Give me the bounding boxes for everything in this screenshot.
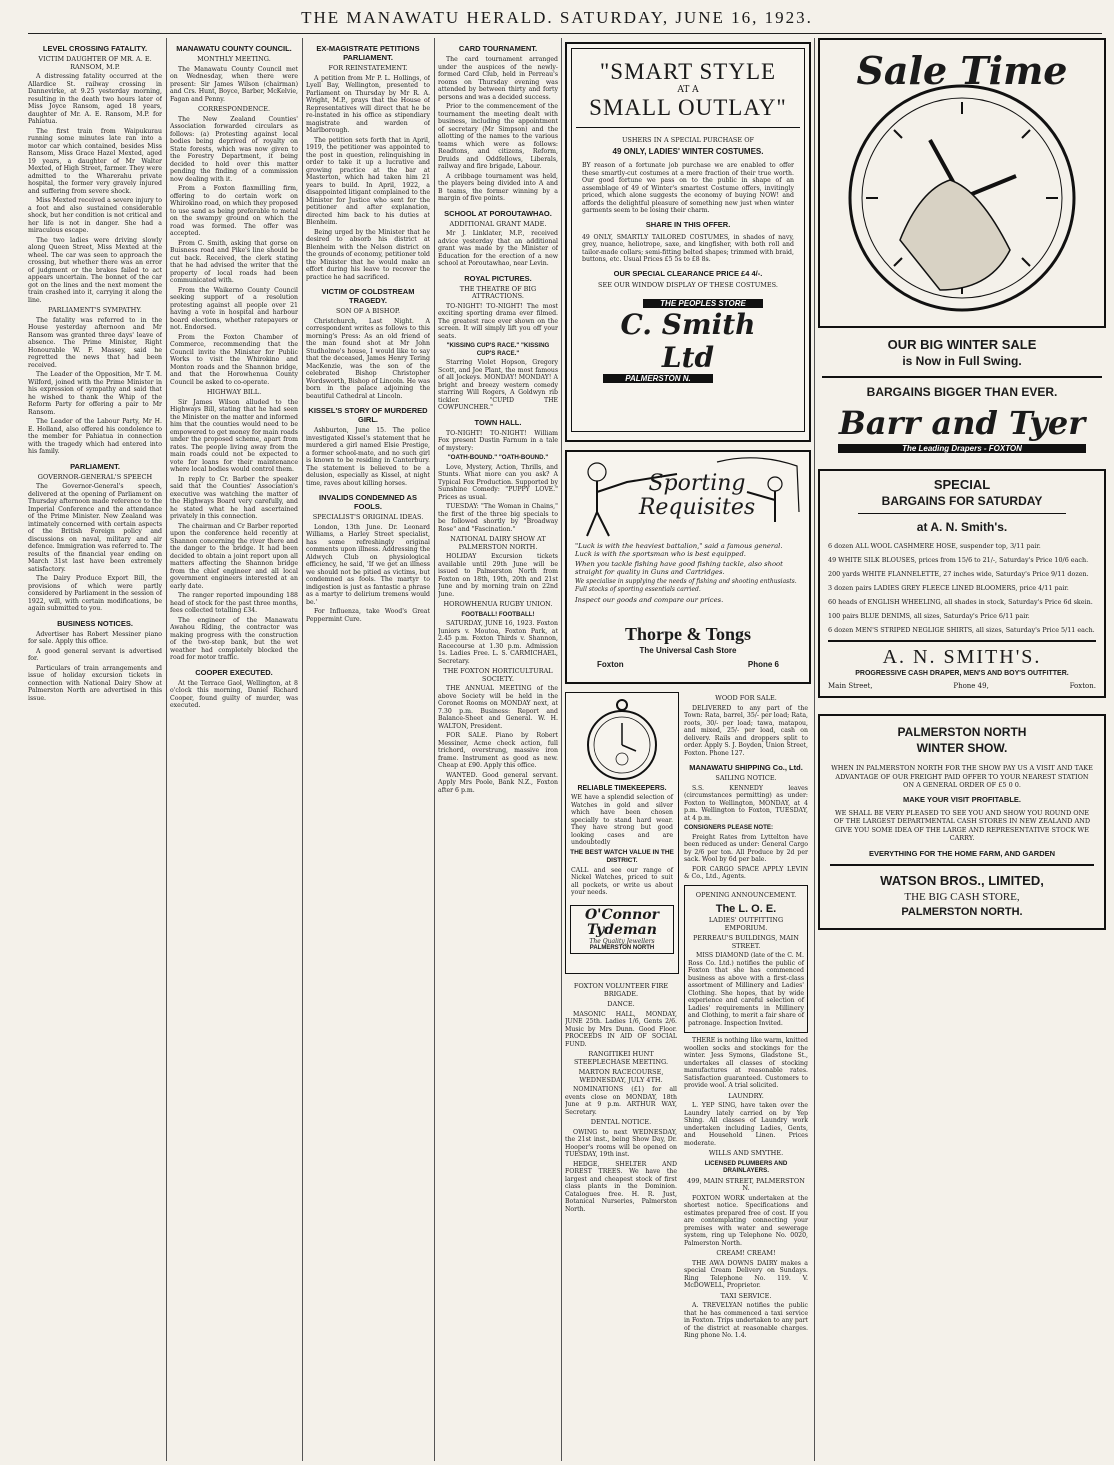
subheading: CONSIGNERS PLEASE NOTE: xyxy=(684,824,774,831)
ad-subheading: THE BIG CASH STORE, xyxy=(904,890,1020,903)
classifieds-column-b xyxy=(684,692,808,1461)
headline: BUSINESS NOTICES. xyxy=(57,618,133,628)
logo-text: C. Smith Ltd xyxy=(620,307,756,374)
ad-heading: SHARE IN THIS OFFER. xyxy=(645,219,731,229)
paragraph: The card tournament arranged under the auspices of the newly-formed Card Club, held in Perreau's rooms on Thursday evening was attended by between thirty and forty persons and was a decided success. xyxy=(438,56,558,101)
subheading: FOR REINSTATEMENT. xyxy=(328,64,408,72)
headline: INVALIDS CONDEMNED AS FOOLS. xyxy=(319,493,417,511)
ad-body: CALL and see our range of Nickel Watches, priced to suit all pockets, or write us about your needs. xyxy=(571,866,673,896)
paragraph: Christchurch, Last Night. A correspondent writes as follows to this morning's Press: As an old friend of the man found shot at Mr John Studholme's house, I would like to say that the deceased, James Henry Tering MacKenzie, was the son of the celebrated Bishop Christopher Wordsworth, Bishop of Lincoln. He was born in the palace adjoining the beautiful Cathedral at Lincoln. xyxy=(306,317,430,400)
subheading: LICENSED PLUMBERS AND DRAINLAYERS. xyxy=(704,1159,788,1174)
subheading: DANCE. xyxy=(607,1000,635,1008)
ad-body: WE have a splendid selection of Watches in gold and silver which have been chosen specially to stand hard wear. They have strong but good looking cases and are undoubtedly xyxy=(571,794,673,846)
subheading: MONTHLY MEETING. xyxy=(197,55,271,63)
paragraph: THE ANNUAL MEETING of the above Society will be held in the Coronet Rooms on MONDAY next, at 7.30 p.m. Business: Report and Balance-Sheet and General. W. H. WALTON, President. xyxy=(438,685,558,730)
subheading: LAUNDRY. xyxy=(728,1091,764,1100)
headline: LEVEL CROSSING FATALITY. xyxy=(42,44,148,53)
headline: MANAWATU COUNTY COUNCIL. xyxy=(176,44,292,53)
paragraph: TO-NIGHT! TO-NIGHT! The most exciting sporting drama ever filmed. The greatest race ever shown on the screen. It will simply lift you off your seats. xyxy=(438,302,558,340)
subheading: THE THEATRE OF BIG ATTRACTIONS. xyxy=(459,284,537,300)
subheading: CREAM! CREAM! xyxy=(716,1249,776,1257)
paragraph: Advertiser has Robert Messiner piano for sale. Apply this office. xyxy=(28,630,162,645)
paragraph: The Leader of the Opposition, Mr T. M. Wilford, joined with the Prime Minister in his expression of sympathy and said that he wished to thank the Whip of the Reform Party for offering a pair to Mr Ransom. xyxy=(28,371,162,416)
ad-title: Requisites xyxy=(638,495,756,520)
firm-name: Thorpe & Tongs xyxy=(624,624,752,644)
column-rule xyxy=(561,38,562,1461)
ad-body: WE SHALL BE VERY PLEASED TO SEE YOU AND SHOW YOU ROUND ONE OF THE LARGEST DEPARTMENTAL CASH STORES IN NEW ZEALAND AND GIVE YOU SOME IDEA OF THE LARGE AND REPRESENTATIVE STOCK WE CARRY. xyxy=(833,808,1091,842)
subheading: 499, MAIN STREET, PALMERSTON N. xyxy=(687,1176,805,1192)
paragraph: The New Zealand Counties' Association forwarded circulars as follows: (a) Protesting against local bodies being deprived of royalty on State forests, which was now given to the Forestry Department, it being decided to hold over this matter pending the finding of a commission now dealing with it. xyxy=(170,115,298,183)
ad-title: AT A xyxy=(677,85,699,95)
paragraph: WANTED. Good general servant. Apply Mrs Poole, Bank N.Z., Foxton after 6 p.m. xyxy=(438,771,558,794)
headline: PARLIAMENT. xyxy=(70,461,120,471)
paragraph: The Governor-General's speech, delivered at the opening of Parliament on Thursday afternoon made reference to the Imperial Conference and the attendance of the Prime Minister. New Zealand was intimately concerned with certain aspects of the British Foreign policy and discussions on naval, military and air defence. Immigration was referred to. The results of the financial year ending on March 31st last have been extremely satisfactory. xyxy=(28,483,162,573)
paragraph: The Dairy Produce Export Bill, the provisions of which were partly considered by Parliament in the session of 1922, will, with certain modifications, be again submitted to you. xyxy=(28,575,162,612)
bargain-item: 200 yards WHITE FLANNELETTE, 27 inches wide, Saturday's Price 9/11 dozen. xyxy=(828,570,1089,578)
ad-heading: MAKE YOUR VISIT PROFITABLE. xyxy=(902,794,1022,804)
paragraph: OWING to next WEDNESDAY, the 21st inst., being Show Day, Dr. Hooper's rooms will be opened on TUESDAY, 19th inst. xyxy=(565,1128,677,1158)
logo-banner: THE PEOPLES STORE xyxy=(643,299,763,308)
paragraph: The chairman and Cr Barber reported upon the conference held recently at Shannon concerning the river there and the danger to the bridge. It had been decided to obtain a joint report upon all matters affecting the Shannon bridge from the chief engineer and all local government engineers interested at an early date. xyxy=(170,522,298,590)
paragraph: THE AWA DOWNS DAIRY makes a special Cream Delivery on Sundays. Ring Telephone No. 119. V. McDOWELL, Proprietor. xyxy=(684,1259,808,1289)
subheading: CORRESPONDENCE. xyxy=(197,105,271,113)
watson-bros-ad xyxy=(818,714,1106,930)
paragraph: NOMINATIONS (£1) for all events close on MONDAY, 18th June at 9 p.m. ARTHUR WAY, Secretary. xyxy=(565,1086,677,1116)
paragraph: The petition sets forth that in April, 1919, the petitioner was appointed to the post in question, relinquishing in order to take it up a lucrative and growing practice at the bar at Masterton, which had taken him 21 years to build. In April, 1922, a disappointed litigant complained to the Minister for Justice who sent for the petitioner and after explanation, directed him back to his duties at Blenheim. xyxy=(306,136,430,226)
ad-quote: Inspect our goods and compare our prices. xyxy=(575,596,724,604)
sale-time-ad xyxy=(818,38,1106,328)
headline: VICTIM OF COLDSTREAM TRAGEDY. xyxy=(321,287,415,305)
feature-title: "KISSING CUP'S RACE." "KISSING CUP'S RACE." xyxy=(446,342,550,357)
ad-heading: EVERYTHING FOR THE HOME FARM, AND GARDEN xyxy=(868,848,1056,858)
paragraph: The Manawatu County Council met on Wednesday, when there were present: Sir James Wilson (chairman) and Crs. Hunt, Boyce, Barber, McKelvie, Fagan and Penny. xyxy=(170,65,298,103)
paragraph: Freight Rates from Lyttelton have been reduced as under: General Cargo by 2/6 per ton. All Produce by 2d per sack. Wool by 6d per bale. xyxy=(684,833,808,863)
sporting-requisites-ad xyxy=(565,450,811,684)
paragraph: Ashburton, June 15. The police investigated Kissel's statement that he murdered a girl named Elsie Prestige, a former school-mate, and no such girl is known to be residing in Canterbury. The statement is believed to be a delusion, especially as Kissel, at night time, raves about killing horses. xyxy=(306,427,430,487)
right-column xyxy=(818,38,1106,930)
ad-heading: A. N. SMITH'S. xyxy=(882,646,1042,668)
headline: COOPER EXECUTED. xyxy=(195,667,273,677)
paragraph: FOR SALE. Piano by Robert Messiner, Acme check action, full trichord, overstrung, massive iron frame. Instrument as good as new. Cheap at £90. Apply this office. xyxy=(438,732,558,769)
firm-phone: Phone 6 xyxy=(747,660,779,669)
column-4 xyxy=(438,38,558,1461)
paragraph: Being urged by the Minister that he desired to absorb his district at Blenheim with the Nelson district on the grounds of economy, petitioner told the Minister that he would make an effort during his leave to recover the practice he had sacrificed. xyxy=(306,228,430,281)
ad-heading: OUR BIG WINTER SALE xyxy=(887,337,1037,352)
subheading: LADIES' OUTFITTING EMPORIUM. xyxy=(708,916,784,932)
subheading: PERREAU'S BUILDINGS, MAIN STREET. xyxy=(693,934,799,950)
bargain-item: 49 WHITE SILK BLOUSES, prices from 15/6 to 21/-, Saturday's Price 10/6 each. xyxy=(828,556,1089,564)
jeweller-logo: O'Connor xyxy=(584,906,660,923)
subheading: ADDITIONAL GRANT MADE. xyxy=(449,219,547,228)
ad-heading: BARGAINS FOR SATURDAY xyxy=(881,494,1043,508)
special-bargains-ad xyxy=(818,469,1106,698)
subheading: THE FOXTON HORTICULTURAL SOCIETY. xyxy=(443,667,553,683)
jeweller-tagline: The Quality Jewellers xyxy=(589,937,655,945)
ad-body: 49 ONLY, SMARTLY TAILORED COSTUMES, in shades of navy, grey, nuance, heliotrope, saxe, and kingfisher, with both roll and tailor-made collars; semi-fitting belted shapes; trimmed with braid, buttons, etc. Usual Prices £5 5s to £8 8s. xyxy=(582,233,794,263)
feature-title: FOOTBALL! FOOTBALL! xyxy=(461,610,535,618)
bargain-item: 3 dozen pairs LADIES GREY FLEECE LINED BLOOMERS, price 4/11 pair. xyxy=(828,584,1069,592)
ad-title: Sporting xyxy=(648,471,746,496)
column-rule xyxy=(814,38,815,1461)
headline: CARD TOURNAMENT. xyxy=(458,44,538,53)
masthead-rule xyxy=(28,33,1102,34)
subheading: FOXTON VOLUNTEER FIRE BRIGADE. xyxy=(573,982,669,998)
watch-ad xyxy=(565,692,679,974)
bargain-item: 60 heads of ENGLISH WHEELING, all shades in stock, Saturday's Price 6d skein. xyxy=(828,598,1093,606)
ad-heading: PALMERSTON NORTH xyxy=(897,725,1027,739)
ad-body: BY reason of a fortunate job purchase we are enabled to offer these smartly-cut costumes at a mere fraction of their true worth. Our good fortune we pass on to the public in shape of an assemblage of 49 of Winter's smartest Costume offers, invitingly priced, which alone suggests the economy of buying NOW! and affords the delightful pleasure of something new just when winter garments seem to be losing their charm. xyxy=(582,162,794,214)
paragraph: Prior to the commencement of the tournament the meeting dealt with business, including the appointment of secretary (Mr Simpson) and the allotting of the names to the various teams which were as follows: Readtons, and citizens, Reform, Druids and Oddfellows, Liberals, railway and fire brigade, Labour. xyxy=(438,103,558,170)
paragraph: London, 13th June. Dr. Leonard Williams, a Harley Street specialist, has some refreshingly original comments upon illness. Addressing the Aldwych Club on physiological efficiency, he said, 'If we get an illness we should not be pitied as victims, but condemned as fools. The martyr to indigestion is just as fantastic a phrase as a martyr to delirium tremens would be.' xyxy=(306,523,430,606)
ad-quote: "Luck is with the heaviest battalion," said a famous general. Luck is with the sportsman who is best equipped. xyxy=(575,542,783,558)
address: Main Street, xyxy=(828,682,873,690)
masthead: THE MANAWATU HERALD. SATURDAY, JUNE 16, 1923. xyxy=(301,8,813,27)
barr-tyer-tagline: The Leading Drapers - FOXTON xyxy=(838,444,1086,453)
headline: EX-MAGISTRATE PETITIONS PARLIAMENT. xyxy=(316,44,420,62)
ad-heading: WINTER SHOW. xyxy=(916,741,1008,755)
subheading: SON OF A BISHOP. xyxy=(335,307,401,315)
paragraph: TO-NIGHT! TO-NIGHT! William Fox present Dustin Farnum in a tale of mystery: xyxy=(438,429,558,452)
sale-time-title: Sale Time xyxy=(856,48,1068,93)
paragraph: Sir James Wilson alluded to the Highways Bill, stating that he had seen the Minister on the matter and informed him that the counties would need to be empowered to get money for main roads under the proposed scheme, apart from rates. The people living away from the main roads could not be expected to vote for loans for their maintenance where local bodies would control them. xyxy=(170,398,298,473)
paragraph: A good general servant is advertised for. xyxy=(28,647,162,662)
column-3 xyxy=(306,38,430,1461)
paragraph: L. YEP SING, have taken over the Laundry lately carried on by Yep Shing. All classes of Laundry work undertaken including Ladies, Gents, and Household Linen. Prices moderate. xyxy=(684,1102,808,1147)
jeweller-logo: Tydeman xyxy=(587,921,657,938)
ad-heading: BARGAINS BIGGER THAN EVER. xyxy=(866,385,1058,399)
paragraph: From the Waikerno County Council seeking support of a resolution protesting against all people over 21 having a vote in hospital and harbour board elections, whether ratepayers or not. Endorsed. xyxy=(170,286,298,331)
town: Foxton. xyxy=(1069,682,1096,690)
paragraph: MISS DIAMOND (late of the C. M. Ross Co. Ltd.) notifies the public of Foxton that she has commenced business as above with a first-class assortment of Millinery and Ladies' Clothing. She hopes, that by wide experience and careful selection of Ladies' requirements in Millinery and Clothing, to merit a fair share of patronage. Inspection Invited. xyxy=(688,952,804,1027)
paragraph: In reply to Cr. Barber the speaker said that the Counties' Association's executive was watching the matter of the Highways Board very carefully, and he stated what he had ascertained privately in this connection. xyxy=(170,475,298,520)
subheading: RANGITIKEI HUNT STEEPLECHASE MEETING. xyxy=(573,1050,669,1066)
paragraph: Particulars of train arrangements and issue of holiday excursion tickets in connection with National Dairy Show at Palmerston North are advertised in this issue. xyxy=(28,664,162,702)
paragraph: A petition from Mr P. L. Hollings, of Lyell Bay, Wellington, presented to Parliament on Thursday by Mr R. A. Wright, M.P., prays that the House of Representatives will direct that he be re-instated in his office as stipendiary magistrate and warden of Marlborough. xyxy=(306,74,430,134)
classifieds-column-a xyxy=(565,980,677,1461)
ad-subheading: PROGRESSIVE CASH DRAPER, MEN'S AND BOY'S OUTFITTER. xyxy=(855,670,1069,677)
firm-tagline: The Universal Cash Store xyxy=(639,646,737,655)
paragraph: THERE is nothing like warm, knitted woollen socks and stockings for the winter. Jess Symons, Gladstone St., undertakes all classes of stocking manufactures at reasonable rates. Satisfaction guaranteed. Customers to provide wool. A trial solicited. xyxy=(684,1037,808,1089)
subheading: NATIONAL DAIRY SHOW AT PALMERSTON NORTH. xyxy=(450,535,546,551)
ad-heading: SPECIAL xyxy=(933,477,991,492)
paragraph: The engineer of the Manawatu Awahou Riding, the contractor was making progress with the construction of the two-step bank, but the wet weather had completely blocked the road for motor traffic. xyxy=(170,616,298,661)
phone: Phone 49, xyxy=(953,682,989,690)
paragraph: HOLIDAY Excursion tickets available until 29th June will be issued to Palmerston North from Foxton on 18th, 19th, 20th and 21st June and by morning train on 22nd June. xyxy=(438,553,558,598)
pocket-watch-icon xyxy=(566,693,678,785)
jeweller-town: PALMERSTON NORTH xyxy=(589,944,655,951)
subheading: VICTIM DAUGHTER OF MR. A. E. RANSOM, M.P. xyxy=(38,55,152,71)
paragraph: A distressing fatality occurred at the Allardice St. railway crossing in Dannevirke, at 9.25 yesterday morning, resulting in the death two hours later of Miss Joyce Ransom, aged 18 years, daughter of Mr. A. E. Ransom, M.P. for Pahiatua. xyxy=(28,73,162,125)
paragraph: S.S. KENNEDY leaves (circumstances permitting) as under: Foxton to Wellington, MONDAY, at 4 p.m. Wellington to Foxton, TUESDAY, at 4 p.m. xyxy=(684,784,808,822)
ad-quote: When you tackle fishing have good fishing tackle, also shoot straight for quality in Guns and Cartridges. xyxy=(575,560,783,576)
paragraph: The first train from Waipukurau running some minutes late ran into a motor car which contained, besides Miss Ransom, Miss Grace Hazel Mexted, aged 19 years, a daughter of Mr Walter Mexted, of High Street, farmer. They were admitted to the Wharerahu private hospital, the former very gravely injured and suffering from severe shock. xyxy=(28,127,162,195)
ad-note: SEE OUR WINDOW DISPLAY OF THESE COSTUMES. xyxy=(598,280,778,289)
headline: KISSEL'S STORY OF MURDERED GIRL. xyxy=(308,406,428,424)
paragraph: From C. Smith, asking that gorse on Buisness road and Pike's line should be cut back. Received, the clerk stating that he had advised the writer that the property of local roads had been communicated with. xyxy=(170,239,298,284)
paragraph: DELIVERED to any part of the Town: Rata, barrel, 35/- per load; Rata, roots, 30/- per load; tawa, matapou, and mixed, 25/- per load, cash on delivery. Rails and droppers split to order. Apply S. J. Boyden, Union Street, Foxton. Phone 127. xyxy=(684,704,808,757)
paragraph: FOR CARGO SPACE APPLY LEVIN & Co., Ltd., Agents. xyxy=(684,865,808,880)
paragraph: At the Terrace Gaol, Wellington, at 8 o'clock this morning, Daniel Richard Cooper, found guilty of murder, was executed. xyxy=(170,679,298,709)
paragraph: MASONIC HALL, MONDAY, JUNE 25th. Ladies 1/6, Gents 2/6. Music by Mrs Dunn. Good Floor. PROCEEDS IN AID OF SOCIAL FUND. xyxy=(565,1010,677,1048)
subheading: SAILING NOTICE. xyxy=(715,774,777,782)
subheading: GOVERNOR-GENERAL'S SPEECH xyxy=(37,472,153,481)
paragraph: The fatality was referred to in the House yesterday afternoon and Mr Ransom was granted three days' leave of absence. The Prime Minister, Right Honourable W. F. Massey, said he regretted the news that had been received. xyxy=(28,316,162,369)
ad-body: WHEN IN PALMERSTON NORTH FOR THE SHOW PAY US A VISIT AND TAKE ADVANTAGE OF OUR FREIGHT PAID OFFER TO YOUR NEAREST STATION ON A GENERAL ORDER OF £5 0 0. xyxy=(831,764,1093,789)
paragraph: FOXTON WORK undertaken at the shortest notice. Specifications and estimates prepared free of cost. If you are contemplating connecting your premises with water and sewerage system, ring up Telephone No. 0020, Palmerston North. xyxy=(684,1194,808,1247)
feature-title: "OATH-BOUND." "OATH-BOUND." xyxy=(447,454,549,461)
firm-town: Foxton xyxy=(597,660,624,669)
smart-style-ad xyxy=(565,42,811,442)
column-rule xyxy=(302,38,303,1461)
headline: MANAWATU SHIPPING Co., Ltd. xyxy=(689,763,803,772)
ad-heading: at A. N. Smith's. xyxy=(916,520,1008,534)
subheading: PARLIAMENT'S SYMPATHY. xyxy=(48,306,142,314)
headline: SCHOOL AT POROUTAWHAO. xyxy=(444,208,552,218)
column-2 xyxy=(170,38,298,1461)
barr-tyer-logo: Barr and Tyer xyxy=(838,404,1086,442)
paragraph: A. TREVELYAN notifies the public that he has commenced a taxi service in Foxton. Trips undertaken to any part of the district at reasonable charges. Ring phone No. 1.4. xyxy=(684,1302,808,1339)
subheading: MARTON RACECOURSE, WEDNESDAY, JULY 4TH. xyxy=(578,1068,664,1084)
ad-subheading: PALMERSTON NORTH. xyxy=(901,905,1023,918)
subheading: HIGHWAY BILL. xyxy=(206,388,262,396)
logo-banner: PALMERSTON N. xyxy=(603,374,713,383)
paragraph: Mr J. Linklater, M.P., received advice yesterday that an additional grant was made by the Minister of Education for the erection of a new school at Poroutawhao, near Levin. xyxy=(438,230,558,267)
column-rule xyxy=(434,38,435,1461)
subheading: DENTAL NOTICE. xyxy=(590,1118,652,1126)
subheading: SPECIALIST'S ORIGINAL IDEAS. xyxy=(312,513,424,521)
paragraph: The ranger reported impounding 188 head of stock for the past three months, fees collected totalling £34. xyxy=(170,592,298,614)
paragraph: A cribbage tournament was held, the players being divided into A and B teams, the former winning by a margin of five points. xyxy=(438,172,558,202)
bargain-item: 6 dozen ALL WOOL CASHMERE HOSE, suspender top, 3/11 pair. xyxy=(828,542,1041,550)
paragraph: HEDGE, SHELTER AND FOREST TREES. We have the largest and cheapest stock of first class plants in the Dominion. Catalogues free. H. R. Just, Botanical Nurseries, Palmerston North. xyxy=(565,1160,677,1213)
paragraph: TUESDAY: "The Woman in Chains," the first of the three big specials to be followed shortly by "Broadway Rose" and "Fascination." xyxy=(438,503,558,533)
paragraph: Love, Mystery, Action, Thrills, and Stunts. What more can you ask? A Typical Fox Production. Supported by Sunshine Comedy: "PUPPY LOVE." Prices as usual. xyxy=(438,463,558,501)
ad-heading: 49 ONLY, LADIES' WINTER COSTUMES. xyxy=(612,147,764,156)
headline: ROYAL PICTURES. xyxy=(464,273,532,283)
ad-title: SMALL OUTLAY" xyxy=(576,95,800,128)
bargain-item: 6 dozen MEN'S STRIPED NEGLIGE SHIRTS, all sizes, Saturday's Price 5/11 each. xyxy=(828,626,1095,634)
ad-quote: We specialise in supplying the needs of fishing and shooting enthusiasts. Full stocks of sporting essentials carried. xyxy=(575,578,797,593)
paragraph: The two ladies were driving slowly along Queen Street, Miss Mexted at the wheel. The car was seen to approach the crossing, but whether there was an error of judgment or the brakes failed to act appears uncertain. The bonnet of the car got on the lines and the next moment the train crashed into it, carrying it along the line. xyxy=(28,236,162,304)
bargain-item: 100 pairs BLUE DENIMS, all sizes, Saturday's Price 6/11 pair. xyxy=(828,612,1030,620)
headline: The L. O. E. xyxy=(715,903,777,915)
headline: TOWN HALL. xyxy=(474,417,522,427)
subheading: WILLS AND SMYTHE. xyxy=(708,1149,784,1157)
paragraph: Miss Mexted received a severe injury to a foot and also sustained considerable shock, but her condition is not critical and her life is not in danger. She had a miraculous escape. xyxy=(28,197,162,234)
subheading: HOROWHENUA RUGBY UNION. xyxy=(443,600,553,608)
paragraph: From a Foxton flaxmilling firm, offering to do certain work on Whirokino road, on which they proposed to use sand as being preferable to metal on the swampy ground on which the road was formed. The offer was accepted. xyxy=(170,185,298,237)
ad-heading: is Now in Full Swing. xyxy=(902,354,1022,368)
ad-heading: THE BEST WATCH VALUE IN THE DISTRICT. xyxy=(570,848,674,864)
ad-price: OUR SPECIAL CLEARANCE PRICE £4 4/-. xyxy=(613,268,763,278)
ad-title: "SMART STYLE xyxy=(599,59,777,84)
ad-heading: RELIABLE TIMEKEEPERS. xyxy=(577,785,667,792)
subheading: WOOD FOR SALE. xyxy=(715,694,777,702)
paragraph: For Influenza, take Wood's Great Peppermint Cure. xyxy=(306,608,430,623)
subheading: OPENING ANNOUNCEMENT. xyxy=(695,890,797,899)
column-rule xyxy=(166,38,167,1461)
subheading: TAXI SERVICE. xyxy=(720,1291,772,1300)
column-1 xyxy=(28,38,162,1461)
ad-subheading: USHERS IN A SPECIAL PURCHASE OF xyxy=(621,136,755,144)
paragraph: SATURDAY, JUNE 16, 1923. Foxton Juniors v. Moutoa, Foxton Park, at 2.45 p.m. Foxton Thirds v. Shannon, Racecourse at 1.30 p.m. Admission 1s. Ladies Free. L. S. CARMICHAEL, Secretary. xyxy=(438,620,558,665)
paragraph: From the Foxton Chamber of Commerce, recommending that the Council invite the Minister for Public Works to visit the Whirokino and Monton roads and the Shannon bridge, and that the Horowhenua County Council be asked to co-operate. xyxy=(170,333,298,386)
paragraph: Starring Violet Hopson, Gregory Scott, and Joe Plant, the most famous of all Jockeys. MONDAY! MONDAY! A bright and breezy western comedy starring Will Rogers, A Goldwyn rib tickler. "CUPID THE COWPUNCHER." xyxy=(438,359,558,411)
paragraph: The Leader of the Labour Party, Mr H. E. Holland, also offered his condolence to the member for Pahiatua in connection with the tragedy which had entered into his family. xyxy=(28,418,162,455)
c-smith-logo xyxy=(603,298,773,383)
ad-heading: WATSON BROS., LIMITED, xyxy=(880,872,1044,888)
